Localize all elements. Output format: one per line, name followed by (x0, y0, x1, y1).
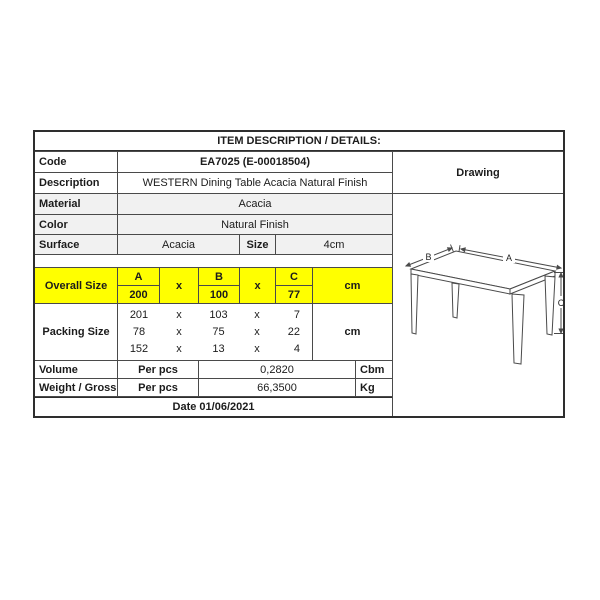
surface-value: Acacia (118, 235, 239, 254)
description-value: WESTERN Dining Table Acacia Natural Finish (118, 173, 392, 193)
packing-row-0-c: 7 (293, 308, 300, 321)
table-leg-back-left (452, 283, 459, 318)
table-leg-back-right (545, 276, 555, 335)
weight-per: Per pcs (118, 379, 198, 396)
drawing-area (393, 194, 563, 416)
packing-size-values (118, 304, 312, 360)
spec-sheet-table (33, 130, 565, 418)
sheet-title: ITEM DESCRIPTION / DETAILS: (35, 132, 563, 151)
drawing-header: Drawing (393, 152, 563, 193)
dim-a-label: A (505, 253, 513, 263)
color-label: Color (35, 215, 117, 234)
overall-value-a: 200 (118, 286, 159, 303)
table-drawing (403, 244, 563, 374)
material-label: Material (35, 194, 117, 214)
date-row: Date 01/06/2021 (35, 397, 392, 416)
packing-row-1-b: 75 (212, 325, 225, 338)
surface-label: Surface (35, 235, 117, 254)
packing-row-2-a: 152 (129, 343, 149, 356)
packing-row-0-sep: x (176, 308, 182, 321)
packing-row-2-sep: x (254, 343, 260, 356)
volume-label: Volume (35, 361, 117, 378)
overall-value-c: 77 (276, 286, 312, 303)
dim-c-label: C (557, 298, 565, 308)
weight-value: 66,3500 (199, 379, 355, 396)
code-value: EA7025 (E-00018504) (118, 152, 392, 172)
overall-value-b: 100 (199, 286, 239, 303)
material-value: Acacia (118, 194, 392, 214)
volume-value: 0,2820 (199, 361, 355, 378)
overall-col-b: B (199, 268, 239, 285)
packing-row-1-a: 78 (132, 325, 146, 338)
dim-b-label: B (425, 252, 432, 262)
weight-unit: Kg (356, 379, 392, 396)
table-leg-front-left (411, 274, 418, 334)
packing-size-label: Packing Size (35, 304, 117, 360)
packing-row-0-a: 201 (129, 308, 149, 321)
volume-unit: Cbm (356, 361, 392, 378)
color-value: Natural Finish (118, 215, 392, 234)
packing-row-2-sep: x (176, 343, 182, 356)
overall-col-c: C (276, 268, 312, 285)
volume-per: Per pcs (118, 361, 198, 378)
packing-row-0-sep: x (254, 308, 260, 321)
overall-sep-1: x (160, 268, 198, 303)
packing-row-0-b: 103 (209, 308, 228, 321)
packing-row-2-c: 4 (293, 343, 300, 356)
packing-row-1-sep: x (176, 325, 182, 338)
overall-size-label: Overall Size (35, 268, 117, 303)
overall-sep-2: x (240, 268, 275, 303)
packing-row-2-b: 13 (212, 343, 225, 356)
surface-size-label: Size (240, 235, 275, 254)
packing-unit: cm (313, 304, 392, 360)
overall-unit: cm (313, 268, 392, 303)
code-label: Code (35, 152, 117, 172)
spacer-row (35, 255, 392, 267)
packing-row-1-c: 22 (287, 325, 300, 338)
overall-col-a: A (118, 268, 159, 285)
table-leg-front-right (512, 294, 524, 364)
description-label: Description (35, 173, 117, 193)
surface-size-value: 4cm (276, 235, 392, 254)
weight-label: Weight / Gross (35, 379, 117, 396)
packing-row-1-sep: x (254, 325, 260, 338)
